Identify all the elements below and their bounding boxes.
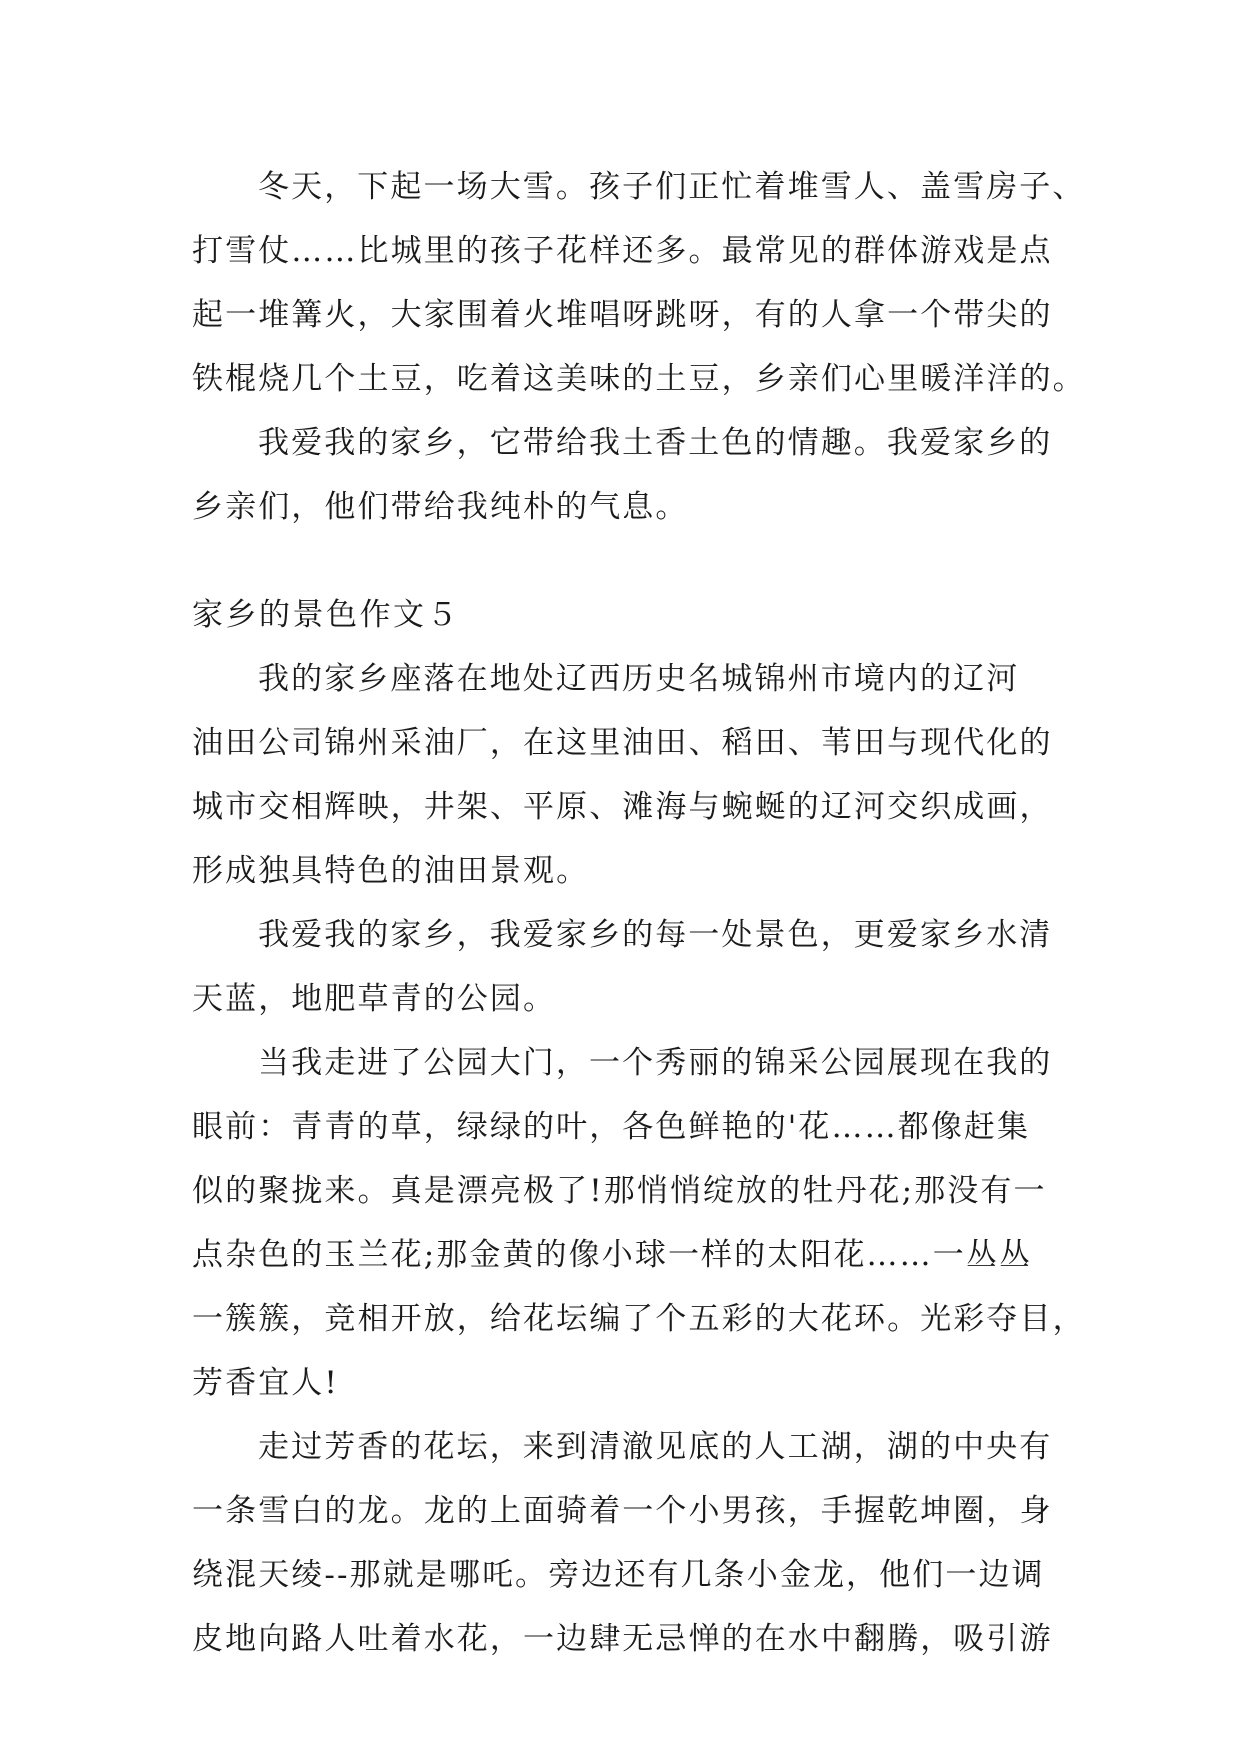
- paragraph-line: 乡亲们，他们带给我纯朴的气息。: [192, 489, 689, 525]
- paragraph-line: 皮地向路人吐着水花，一边肆无忌惮的在水中翻腾，吸引游: [192, 1621, 1053, 1657]
- paragraph-line: 油田公司锦州采油厂，在这里油田、稻田、苇田与现代化的: [192, 725, 1053, 761]
- paragraph-line: 铁棍烧几个土豆，吃着这美味的土豆，乡亲们心里暖洋洋的。: [192, 361, 1086, 397]
- paragraph-line: 我爱我的家乡，它带给我土香土色的情趣。我爱家乡的: [258, 425, 1053, 461]
- paragraph-line: 绕混天绫--那就是哪吒。旁边还有几条小金龙，他们一边调: [192, 1557, 1045, 1593]
- section-title: 家乡的景色作文５: [192, 597, 460, 633]
- paragraph-line: 芳香宜人!: [192, 1365, 339, 1401]
- paragraph-line: 眼前：青青的草，绿绿的叶，各色鲜艳的'花……都像赶集: [192, 1109, 1031, 1145]
- paragraph-line: 天蓝，地肥草青的公园。: [192, 981, 557, 1017]
- paragraph-line: 我的家乡座落在地处辽西历史名城锦州市境内的辽河: [258, 661, 1020, 697]
- paragraph-line: 起一堆篝火，大家围着火堆唱呀跳呀，有的人拿一个带尖的: [192, 297, 1053, 333]
- paragraph-line: 点杂色的玉兰花;那金黄的像小球一样的太阳花……一丛丛: [192, 1237, 1033, 1273]
- paragraph-line: 形成独具特色的油田景观。: [192, 853, 590, 889]
- paragraph-line: 我爱我的家乡，我爱家乡的每一处景色，更爱家乡水清: [258, 917, 1053, 953]
- paragraph-line: 一条雪白的龙。龙的上面骑着一个小男孩，手握乾坤圈，身: [192, 1493, 1053, 1529]
- paragraph-line: 似的聚拢来。真是漂亮极了!那悄悄绽放的牡丹花;那没有一: [192, 1173, 1047, 1209]
- paragraph-line: 打雪仗……比城里的孩子花样还多。最常见的群体游戏是点: [192, 233, 1053, 269]
- paragraph-line: 走过芳香的花坛，来到清澈见底的人工湖，湖的中央有: [258, 1429, 1053, 1465]
- paragraph-line: 冬天，下起一场大雪。孩子们正忙着堆雪人、盖雪房子、: [258, 169, 1086, 205]
- paragraph-line: 城市交相辉映，井架、平原、滩海与蜿蜒的辽河交织成画，: [192, 789, 1053, 825]
- paragraph-line: 一簇簇，竞相开放，给花坛编了个五彩的大花环。光彩夺目，: [192, 1301, 1086, 1337]
- paragraph-line: 当我走进了公园大门，一个秀丽的锦采公园展现在我的: [258, 1045, 1053, 1081]
